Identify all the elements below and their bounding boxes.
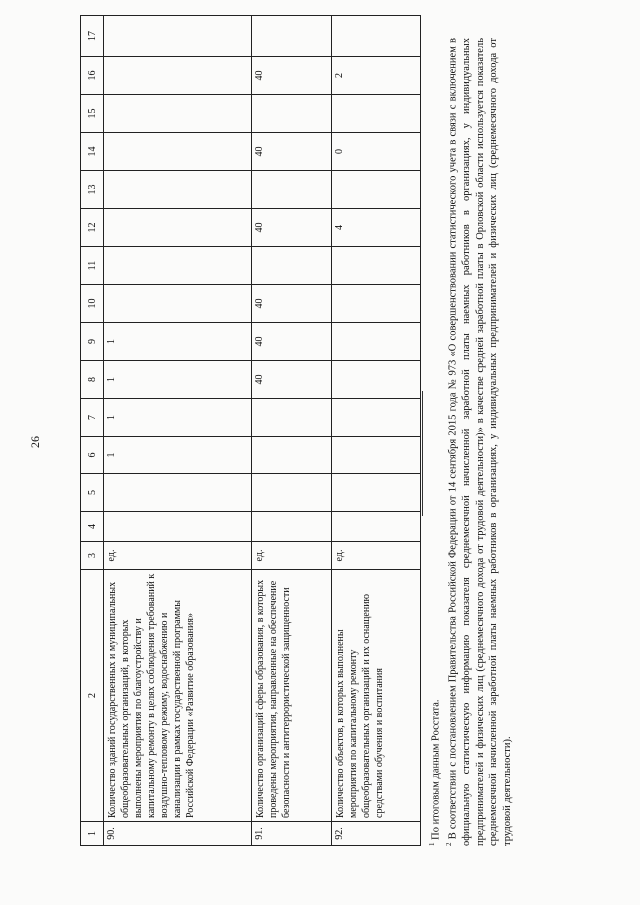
indicator-description: Количество организаций сферы образования, в которых проведены мероприятия, направленные на обеспечение безопасности и антитеррористической защищенности <box>252 570 332 822</box>
column-header: 8 <box>81 361 104 399</box>
table-row <box>252 16 332 846</box>
column-header: 14 <box>81 133 104 171</box>
value-cell <box>332 399 421 437</box>
value-cell: 40 <box>252 133 332 171</box>
column-header: 12 <box>81 209 104 247</box>
value-cell <box>252 437 332 474</box>
value-cell <box>332 512 421 542</box>
page-number: 26 <box>28 436 42 448</box>
value-cell: 1 <box>104 323 252 361</box>
value-cell: 1 <box>104 437 252 474</box>
column-header: 3 <box>81 542 104 570</box>
unit-cell: ед. <box>332 542 421 570</box>
row-number: 91. <box>252 822 332 846</box>
indicator-description: Количество объектов, в которых выполнены мероприятия по капитальному ремонту общеобразовательных организаций и их оснащению средствами обучения и воспитания <box>332 570 421 822</box>
value-cell <box>252 95 332 133</box>
footnotes <box>426 38 514 846</box>
unit-cell: ед. <box>104 542 252 570</box>
value-cell: 1 <box>104 399 252 437</box>
value-cell <box>104 474 252 512</box>
value-cell <box>332 285 421 323</box>
value-cell <box>332 171 421 209</box>
value-cell <box>332 437 421 474</box>
value-cell <box>104 133 252 171</box>
column-header: 11 <box>81 247 104 285</box>
value-cell: 4 <box>332 209 421 247</box>
table-row <box>104 16 252 846</box>
value-cell <box>332 361 421 399</box>
column-header: 7 <box>81 399 104 437</box>
indicator-table <box>80 15 421 846</box>
value-cell <box>332 474 421 512</box>
value-cell <box>252 171 332 209</box>
column-header: 5 <box>81 474 104 512</box>
value-cell <box>104 171 252 209</box>
footnote-text: В соответствии с постановлением Правительства Российской Федерации от 14 сентября 2015 года № 973 «О совершенствовании статистического учета в связи с включением в официальную статистическую информацию показателя среднемесячной начисленной заработной платы наемных работников в организациях, у индивидуальных предпринимателей и физических лиц (среднемесячного дохода от трудовой деятельности)» в качестве средней заработной платы в Орловской области используется показатель среднемесячной начисленной заработной платы наемных работников в организациях, у индивидуальных предпринимателей и физических лиц (среднемесячного дохода от трудовой деятельности). <box>447 38 513 846</box>
footnote-text: По итоговым данным Росстата. <box>430 699 442 840</box>
row-number: 90. <box>104 822 252 846</box>
footnote-2 <box>443 38 514 846</box>
row-number: 92. <box>332 822 421 846</box>
value-cell <box>104 512 252 542</box>
value-cell: 40 <box>252 285 332 323</box>
value-cell <box>252 474 332 512</box>
column-header: 10 <box>81 285 104 323</box>
column-header: 6 <box>81 437 104 474</box>
footnote-mark: 1 <box>428 842 436 846</box>
value-cell <box>332 16 421 57</box>
column-header: 13 <box>81 171 104 209</box>
footnote-1 <box>426 38 443 846</box>
value-cell <box>104 247 252 285</box>
value-cell: 2 <box>332 57 421 95</box>
value-cell <box>332 95 421 133</box>
column-header: 4 <box>81 512 104 542</box>
value-cell <box>252 16 332 57</box>
value-cell: 40 <box>252 209 332 247</box>
value-cell <box>252 512 332 542</box>
column-header: 17 <box>81 16 104 57</box>
value-cell <box>104 57 252 95</box>
value-cell: 0 <box>332 133 421 171</box>
rotated-content <box>80 30 630 846</box>
value-cell <box>104 95 252 133</box>
unit-cell: ед. <box>252 542 332 570</box>
column-header: 9 <box>81 323 104 361</box>
column-number-row <box>81 16 104 846</box>
value-cell <box>332 247 421 285</box>
column-header: 15 <box>81 95 104 133</box>
value-cell: 1 <box>104 361 252 399</box>
value-cell <box>104 16 252 57</box>
value-cell <box>252 399 332 437</box>
table-row <box>332 16 421 846</box>
indicator-description: Количество зданий государственных и муниципальных общеобразовательных организаций, в которых выполнены мероприятия по благоустройству и капитальному ремонту в целях соблюдения требований к воздушно-тепловому режиму, водоснабжению и канализации в рамках государственной программы Российской Федерации «Развитие образования» <box>104 570 252 822</box>
column-header: 1 <box>81 822 104 846</box>
value-cell: 40 <box>252 361 332 399</box>
value-cell: 40 <box>252 57 332 95</box>
value-cell <box>104 285 252 323</box>
value-cell <box>252 247 332 285</box>
column-header: 16 <box>81 57 104 95</box>
value-cell <box>332 323 421 361</box>
column-header: 2 <box>81 570 104 822</box>
footnote-divider <box>422 391 423 516</box>
value-cell: 40 <box>252 323 332 361</box>
footnote-mark: 2 <box>445 842 453 846</box>
value-cell <box>104 209 252 247</box>
